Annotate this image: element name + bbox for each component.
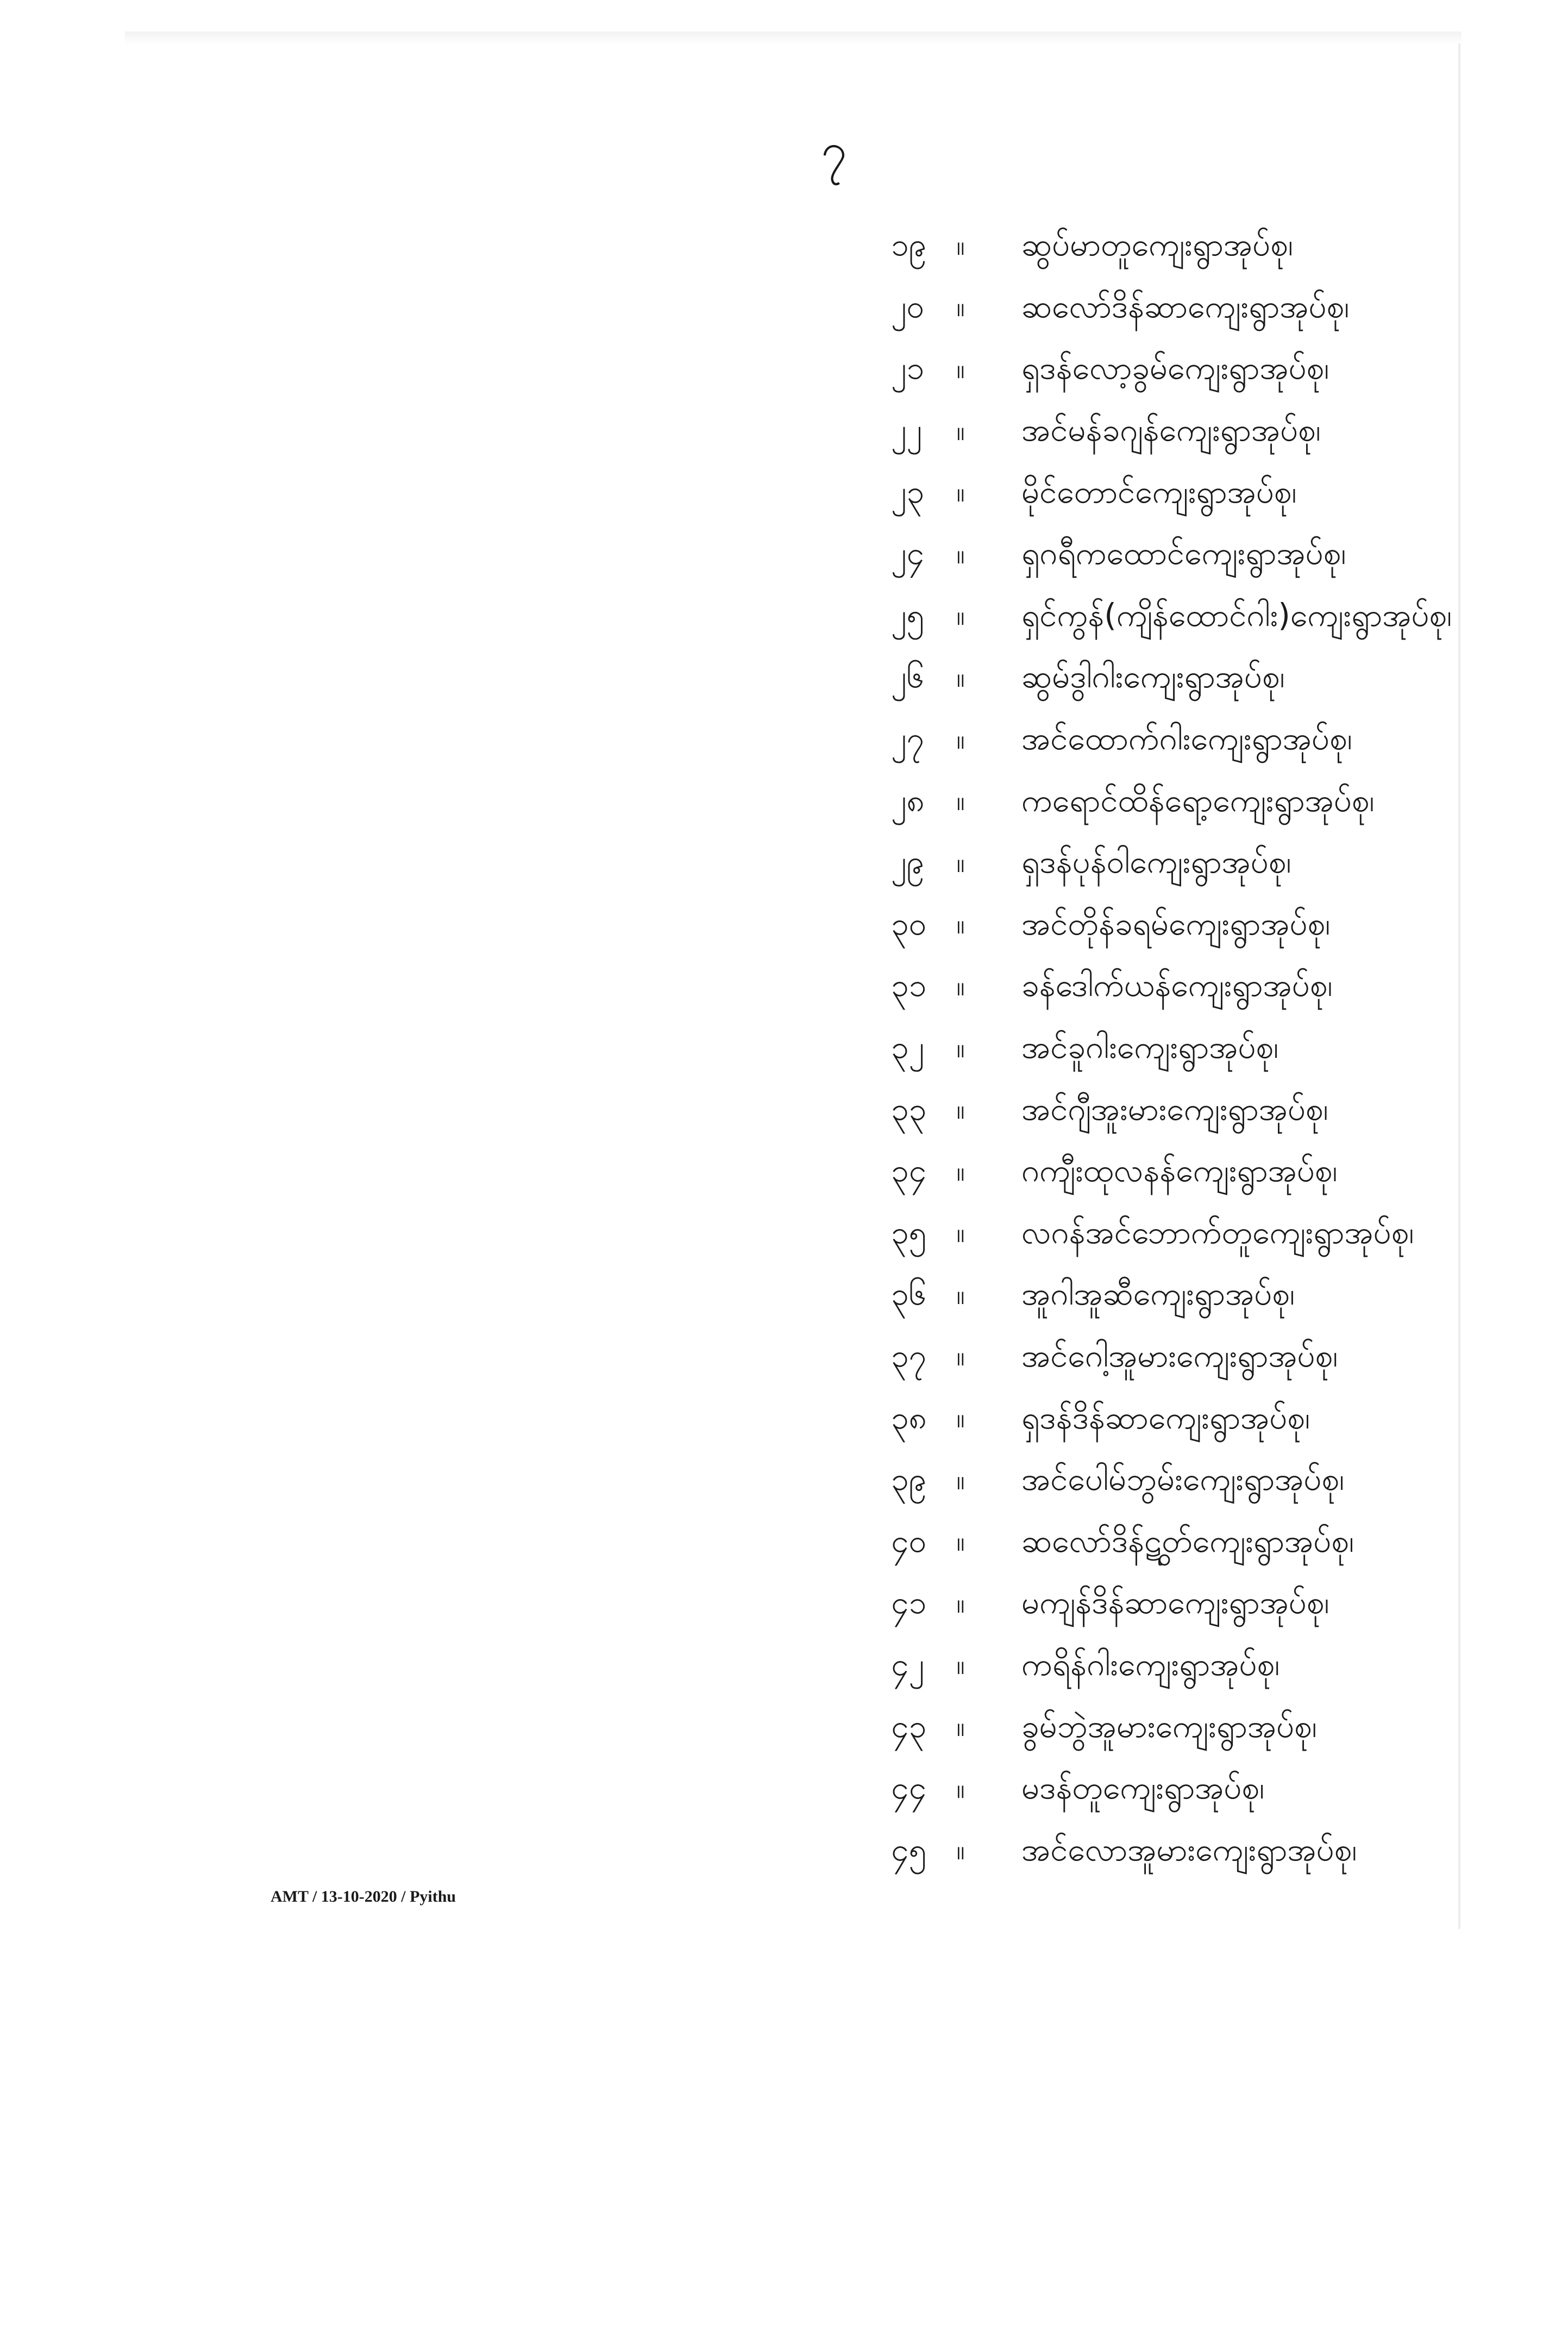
item-number: ၂၅ [891,596,925,634]
item-number-mark: ။ [956,1278,965,1311]
list-item [891,217,1452,279]
item-number: ၃၄ [891,1152,927,1189]
village-tract-name: အင်ပေါမ်ဘွမ်းကျေးရွာအုပ်စု၊ [1021,1461,1345,1498]
scan-edge-top [125,32,1462,45]
list-item [891,1699,1452,1760]
item-number: ၃၈ [891,1399,927,1436]
item-number-mark: ။ [956,723,965,756]
item-number-mark: ။ [956,1649,965,1682]
village-tract-list [891,217,1452,1884]
list-item [891,1328,1452,1390]
item-number-mark: ။ [956,476,965,509]
item-number: ၄၅ [891,1831,927,1868]
item-number-mark: ။ [956,1710,965,1744]
item-number-mark: ။ [956,1772,965,1805]
list-item [891,1143,1452,1205]
village-tract-name: ရှင်ကွန်(ကျိန်ထောင်ဂါး)ကျေးရွာအုပ်စု၊ [1021,596,1452,634]
village-tract-name: အင်ဂျီအူးမားကျေးရွာအုပ်စု၊ [1021,1090,1328,1127]
item-number: ၂၁ [891,349,925,387]
item-number: ၄၄ [891,1769,927,1807]
item-number-mark: ။ [956,414,965,447]
village-tract-name: မကျန်ဒိန်ဆာကျေးရွာအုပ်စု၊ [1021,1584,1329,1621]
item-number: ၂၃ [891,473,925,510]
item-number-mark: ။ [956,1402,965,1435]
item-number-mark: ။ [956,1525,965,1558]
list-item [891,1513,1452,1575]
list-item [891,958,1452,1020]
item-number-mark: ။ [956,1031,965,1064]
list-item [891,1267,1452,1328]
item-number-mark: ။ [956,1155,965,1188]
list-item [891,1452,1452,1514]
item-number-mark: ။ [956,1834,965,1867]
list-item [891,526,1452,588]
item-number: ၃၃ [891,1090,927,1127]
list-item [891,773,1452,835]
village-tract-name: ဆွပ်မာတူကျေးရွာအုပ်စု၊ [1021,226,1294,264]
village-tract-name: ရှဂရီကထောင်ကျေးရွာအုပ်စု၊ [1021,535,1346,572]
item-number-mark: ။ [956,785,965,818]
village-tract-name: ရှဒန်ဒိန်ဆာကျေးရွာအုပ်စု၊ [1021,1399,1310,1436]
list-item [891,711,1452,773]
list-item [891,403,1452,465]
item-number: ၃၂ [891,1029,925,1066]
village-tract-name: ကရောင်ထိန်ရော့ကျေးရွာအုပ်စု၊ [1021,781,1375,819]
village-tract-name: မိုင်တောင်ကျေးရွာအုပ်စု၊ [1021,473,1297,510]
item-number: ၃၆ [891,1275,927,1313]
list-item [891,341,1452,403]
list-item [891,897,1452,958]
item-number: ၂၈ [891,781,925,819]
village-tract-name: မဒန်တူကျေးရွာအုပ်စု၊ [1021,1769,1265,1807]
list-item [891,1575,1452,1637]
item-number-mark: ။ [956,1217,965,1250]
list-item [891,1637,1452,1699]
village-tract-name: အင်တိုန်ခရမ်ကျေးရွာအုပ်စု၊ [1021,905,1331,942]
village-tract-name: ရှဒန်ပုန်ဝါကျေးရွာအုပ်စု၊ [1021,843,1291,881]
list-item [891,1020,1452,1082]
scan-edge-right [1458,43,1460,1929]
list-item [891,649,1452,711]
item-number: ၃၅ [891,1213,927,1251]
item-number-mark: ။ [956,537,965,571]
item-number: ၄၂ [891,1645,925,1683]
village-tract-name: ခွမ်ဘွဲအူမားကျေးရွာအုပ်စု၊ [1021,1707,1317,1745]
item-number: ၃၇ [891,1337,927,1374]
item-number-mark: ။ [956,908,965,941]
village-tract-name: အင်ခူဂါးကျေးရွာအုပ်စု၊ [1021,1029,1279,1066]
item-number: ၂၆ [891,658,925,695]
village-tract-name: ခန်ဒေါက်ယန်ကျေးရွာအုပ်စု၊ [1021,967,1333,1004]
list-item [891,1205,1452,1267]
item-number-mark: ။ [956,846,965,879]
footer-reference: AMT / 13-10-2020 / Pyithu [271,1888,456,1906]
list-item [891,1390,1452,1452]
item-number-mark: ။ [956,969,965,1002]
item-number: ၂၀ [891,287,925,325]
village-tract-name: အင်မန်ခဂျန်ကျေးရွာအုပ်စု၊ [1021,411,1321,449]
list-item [891,1081,1452,1143]
village-tract-name: လဂန်အင်ဘောက်တူကျေးရွာအုပ်စု၊ [1021,1213,1414,1251]
item-number-mark: ။ [956,599,965,632]
list-item [891,464,1452,526]
item-number: ၂၇ [891,720,925,757]
item-number: ၃၀ [891,905,927,942]
item-number-mark: ။ [956,291,965,324]
village-tract-name: ဆလော်ဒိန်ဆာကျေးရွာအုပ်စု၊ [1021,287,1350,325]
item-number-mark: ။ [956,661,965,694]
item-number: ၂၉ [891,843,925,881]
village-tract-name: ဆလော်ဒိန်ဋွတ်ကျေးရွာအုပ်စု၊ [1021,1522,1354,1559]
item-number: ၂၄ [891,535,925,572]
village-tract-name: ဂကျီးထုလနန်ကျေးရွာအုပ်စု၊ [1021,1152,1338,1189]
item-number-mark: ။ [956,229,965,262]
item-number-mark: ။ [956,1340,965,1373]
village-tract-name: အင်ဂေါ့အူမားကျေးရွာအုပ်စု၊ [1021,1337,1338,1374]
village-tract-name: ကရိန်ဂါးကျေးရွာအုပ်စု၊ [1021,1645,1280,1683]
item-number: ၄၀ [891,1522,927,1559]
item-number-mark: ။ [956,352,965,385]
item-number-mark: ။ [956,1463,965,1496]
item-number: ၄၁ [891,1584,927,1621]
item-number: ၁၉ [891,226,927,264]
list-item [891,279,1452,341]
village-tract-name: ရှဒန်လော့ခွမ်ကျေးရွာအုပ်စု၊ [1021,349,1329,387]
item-number: ၃၁ [891,967,927,1004]
list-item [891,1822,1452,1884]
village-tract-name: အင်ထောက်ဂါးကျေးရွာအုပ်စု၊ [1021,720,1352,757]
village-tract-name: အင်လောအူမားကျေးရွာအုပ်စု၊ [1021,1831,1357,1868]
item-number: ၂၂ [891,411,922,449]
village-tract-name: အူဂါအူဆီကျေးရွာအုပ်စု၊ [1021,1275,1295,1313]
village-tract-name: ဆွမ်ဒွါဂါးကျေးရွာအုပ်စု၊ [1021,658,1285,695]
list-item [891,588,1452,650]
item-number: ၄၃ [891,1707,927,1745]
list-item [891,1760,1452,1822]
item-number: ၃၉ [891,1461,927,1498]
page-number: ၇ [821,123,847,176]
item-number-mark: ။ [956,1093,965,1126]
item-number-mark: ။ [956,1587,965,1620]
list-item [891,835,1452,897]
